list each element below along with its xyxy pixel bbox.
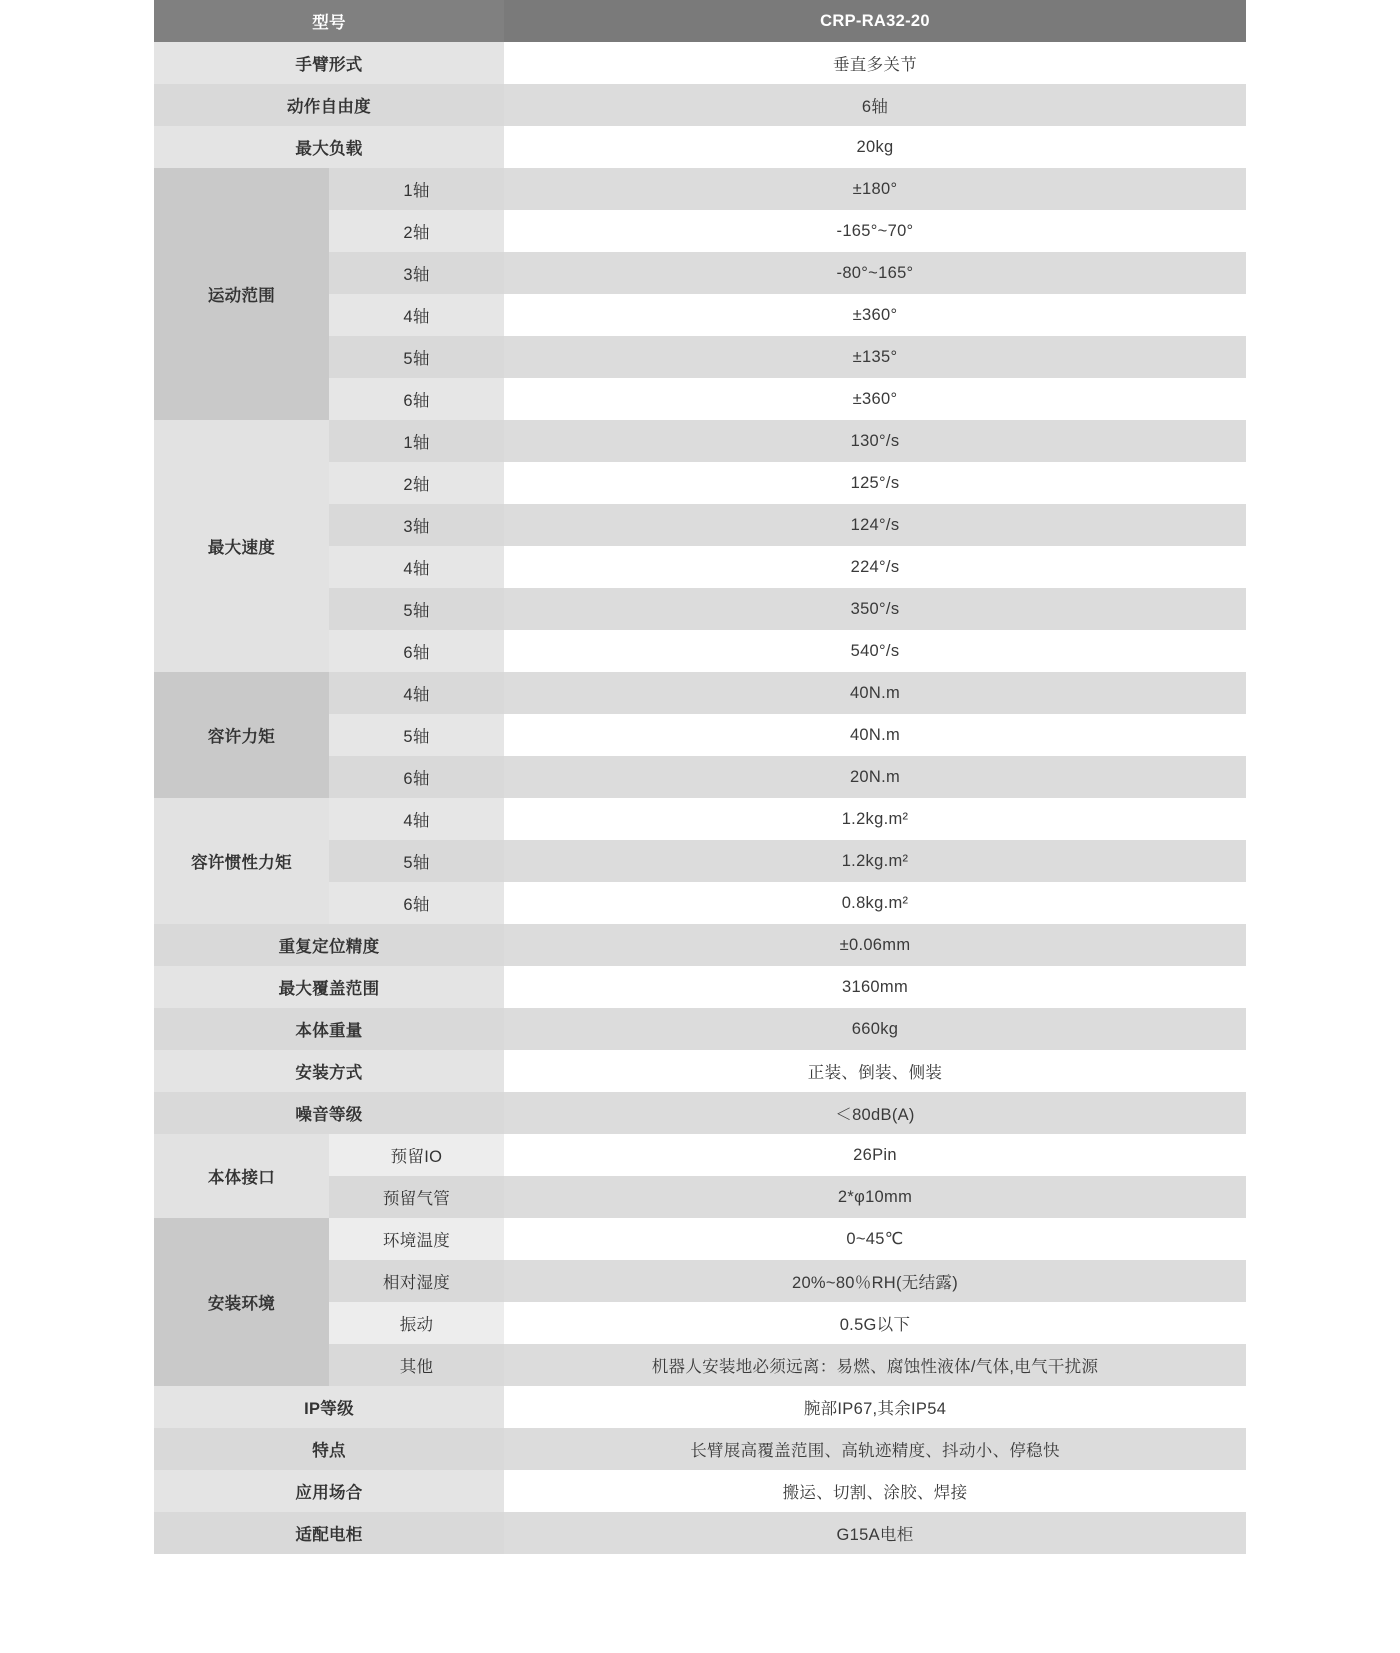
row-value: 0~45℃: [504, 1218, 1246, 1260]
group-label-install-environment: 安装环境: [154, 1218, 329, 1386]
row-value: 350°/s: [504, 588, 1246, 630]
sub-label: 预留IO: [329, 1134, 504, 1176]
group-label-body-interface: 本体接口: [154, 1134, 329, 1218]
row-value: 搬运、切割、涂胶、焊接: [504, 1470, 1246, 1512]
table-row: [154, 1134, 1246, 1176]
row-label: 最大负载: [154, 126, 504, 168]
row-label: IP等级: [154, 1386, 504, 1428]
table-header-row: [154, 0, 1246, 42]
group-label-max-speed: 最大速度: [154, 420, 329, 672]
sub-label: 2轴: [329, 462, 504, 504]
row-value: ±135°: [504, 336, 1246, 378]
header-label: 型号: [154, 0, 504, 42]
row-value: 540°/s: [504, 630, 1246, 672]
sub-label: 5轴: [329, 336, 504, 378]
sub-label: 其他: [329, 1344, 504, 1386]
row-value: 机器人安装地必须远离：易燃、腐蚀性液体/气体,电气干扰源: [504, 1344, 1246, 1386]
row-value: 660kg: [504, 1008, 1246, 1050]
table-row: [154, 1512, 1246, 1554]
row-value: 3160mm: [504, 966, 1246, 1008]
table-row: [154, 1218, 1246, 1260]
sub-label: 相对湿度: [329, 1260, 504, 1302]
sub-label: 预留气管: [329, 1176, 504, 1218]
table-row: [154, 1008, 1246, 1050]
sub-label: 6轴: [329, 378, 504, 420]
row-value: 26Pin: [504, 1134, 1246, 1176]
table-row: [154, 798, 1246, 840]
row-value: G15A电柜: [504, 1512, 1246, 1554]
row-value: -80°~165°: [504, 252, 1246, 294]
header-model-value: CRP-RA32-20: [504, 0, 1246, 42]
row-value: 1.2kg.m²: [504, 840, 1246, 882]
table-row: [154, 1050, 1246, 1092]
row-value: 0.5G以下: [504, 1302, 1246, 1344]
sub-label: 3轴: [329, 252, 504, 294]
row-label: 手臂形式: [154, 42, 504, 84]
sub-label: 4轴: [329, 672, 504, 714]
row-value: 20kg: [504, 126, 1246, 168]
group-label-allowable-inertia: 容许惯性力矩: [154, 798, 329, 924]
row-value: 2*φ10mm: [504, 1176, 1246, 1218]
row-value: ±360°: [504, 378, 1246, 420]
table-row: [154, 1092, 1246, 1134]
row-value: -165°~70°: [504, 210, 1246, 252]
table-row: [154, 1470, 1246, 1512]
sub-label: 4轴: [329, 294, 504, 336]
table-row: [154, 924, 1246, 966]
sub-label: 3轴: [329, 504, 504, 546]
row-value: 40N.m: [504, 672, 1246, 714]
sub-label: 4轴: [329, 546, 504, 588]
sub-label: 振动: [329, 1302, 504, 1344]
row-value: 垂直多关节: [504, 42, 1246, 84]
row-value: 0.8kg.m²: [504, 882, 1246, 924]
sub-label: 5轴: [329, 588, 504, 630]
row-value: 20%~80％RH(无结露): [504, 1260, 1246, 1302]
row-value: 1.2kg.m²: [504, 798, 1246, 840]
row-value: 正装、倒装、侧装: [504, 1050, 1246, 1092]
row-value: 125°/s: [504, 462, 1246, 504]
sub-label: 4轴: [329, 798, 504, 840]
row-value: 130°/s: [504, 420, 1246, 462]
row-value: 40N.m: [504, 714, 1246, 756]
table-row: [154, 672, 1246, 714]
row-value: ±360°: [504, 294, 1246, 336]
specifications-table: [154, 0, 1246, 1554]
sub-label: 6轴: [329, 882, 504, 924]
sub-label: 1轴: [329, 420, 504, 462]
table-row: [154, 1386, 1246, 1428]
sub-label: 6轴: [329, 756, 504, 798]
row-label: 适配电柜: [154, 1512, 504, 1554]
row-label: 噪音等级: [154, 1092, 504, 1134]
row-label: 重复定位精度: [154, 924, 504, 966]
sub-label: 5轴: [329, 714, 504, 756]
row-value: 124°/s: [504, 504, 1246, 546]
sub-label: 6轴: [329, 630, 504, 672]
row-label: 应用场合: [154, 1470, 504, 1512]
table-row: [154, 126, 1246, 168]
row-value: 224°/s: [504, 546, 1246, 588]
table-row: [154, 42, 1246, 84]
row-label: 动作自由度: [154, 84, 504, 126]
table-row: [154, 420, 1246, 462]
row-value: 20N.m: [504, 756, 1246, 798]
row-label: 特点: [154, 1428, 504, 1470]
table-row: [154, 966, 1246, 1008]
table-row: [154, 84, 1246, 126]
row-value: ±0.06mm: [504, 924, 1246, 966]
row-value: 长臂展高覆盖范围、高轨迹精度、抖动小、停稳快: [504, 1428, 1246, 1470]
group-label-allowable-torque: 容许力矩: [154, 672, 329, 798]
row-label: 本体重量: [154, 1008, 504, 1050]
row-label: 最大覆盖范围: [154, 966, 504, 1008]
row-value: 腕部IP67,其余IP54: [504, 1386, 1246, 1428]
group-label-motion-range: 运动范围: [154, 168, 329, 420]
row-value: ＜80dB(A): [504, 1092, 1246, 1134]
row-label: 安装方式: [154, 1050, 504, 1092]
row-value: 6轴: [504, 84, 1246, 126]
table-row: [154, 168, 1246, 210]
sub-label: 1轴: [329, 168, 504, 210]
table-row: [154, 1428, 1246, 1470]
sub-label: 2轴: [329, 210, 504, 252]
row-value: ±180°: [504, 168, 1246, 210]
sub-label: 5轴: [329, 840, 504, 882]
sub-label: 环境温度: [329, 1218, 504, 1260]
